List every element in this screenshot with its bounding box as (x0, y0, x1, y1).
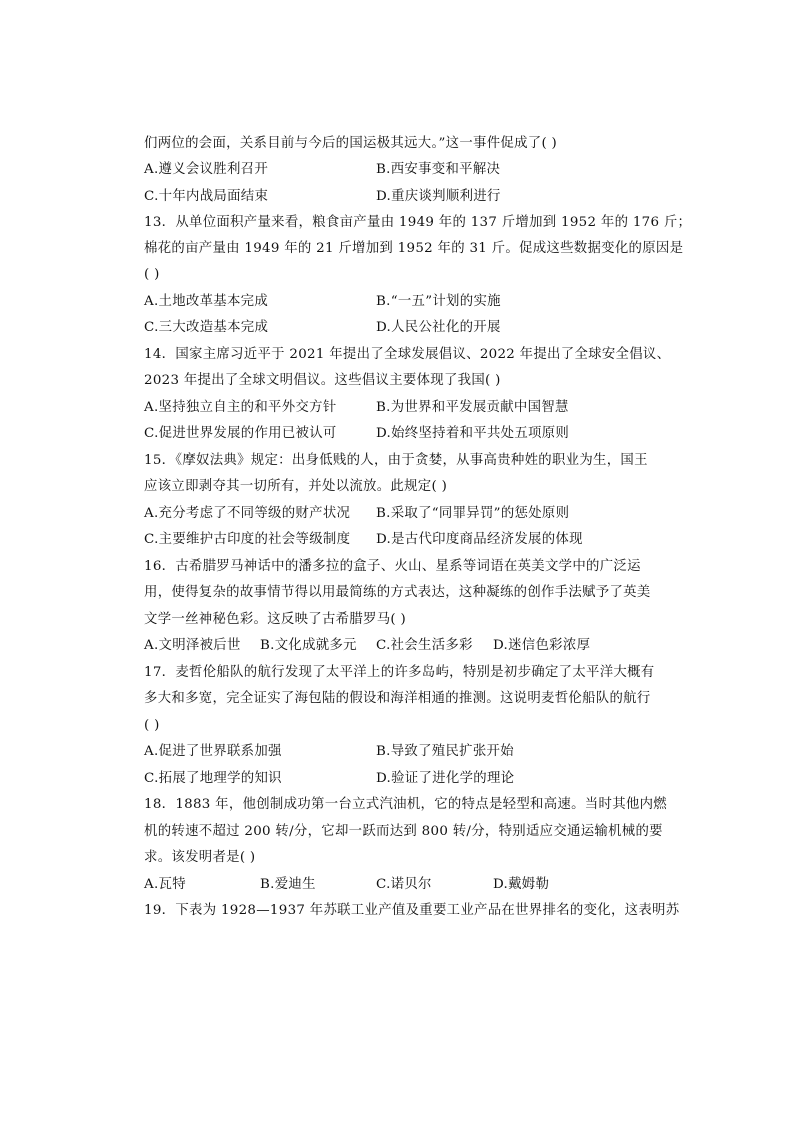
q19-stem-line-1: 19．下表为 1928—1937 年苏联工业产值及重要工业产品在世界排名的变化，这表明苏 (144, 903, 680, 918)
q14-stem-line-1: 14．国家主席习近平于 2021 年提出了全球发展倡议、2022 年提出了全球安全倡议、 (144, 347, 671, 362)
q13-option-b: B.“一五”计划的实施 (376, 294, 501, 309)
q14-option-b: B.为世界和平发展贡献中国智慧 (376, 400, 569, 415)
q12-option-d: D.重庆谈判顺利进行 (376, 189, 501, 204)
q14-option-d: D.始终坚持着和平共处五项原则 (376, 426, 570, 441)
q15-stem-line-2: 应该立即剥夺其一切所有，并处以流放。此规定( ) (144, 479, 448, 494)
q13-option-c: C.三大改造基本完成 (144, 320, 269, 335)
q18-stem-line-2: 机的转速不超过 200 转/分，它却一跃而达到 800 转/分，特别适应交通运输机械的要 (144, 824, 663, 839)
q16-stem-line-1: 16．古希腊罗马神话中的潘多拉的盒子、火山、星系等词语在英美文学中的广泛运 (144, 559, 641, 574)
q14-option-a: A.坚持独立自主的和平外交方针 (144, 400, 337, 415)
q14-stem-line-2: 2023 年提出了全球文明倡议。这些倡议主要体现了我国( ) (144, 373, 501, 388)
q17-stem-line-2: 多大和多宽，完全证实了海包陆的假设和海洋相通的推测。这说明麦哲伦船队的航行 (144, 691, 651, 706)
q17-stem-line-1: 17．麦哲伦船队的航行发现了太平洋上的许多岛屿，特别是初步确定了太平洋大概有 (144, 665, 655, 680)
q15-option-c: C.主要维护古印度的社会等级制度 (144, 532, 351, 547)
q14-option-c: C.促进世界发展的作用已被认可 (144, 426, 337, 441)
q15-option-d: D.是古代印度商品经济发展的体现 (376, 532, 583, 547)
q16-option-d: D.迷信色彩浓厚 (493, 638, 591, 653)
q15-option-b: B.采取了“同罪异罚”的惩处原则 (376, 506, 570, 521)
q18-option-a: A.瓦特 (144, 877, 186, 892)
q13-stem-line-3: ( ) (144, 267, 160, 282)
q16-option-c: C.社会生活多彩 (376, 638, 473, 653)
q18-option-c: C.诺贝尔 (376, 877, 432, 892)
q16-option-a: A.文明泽被后世 (144, 638, 241, 653)
q18-stem-line-3: 求。该发明者是( ) (144, 850, 256, 865)
q15-stem-line-1: 15．《摩奴法典》规定：出身低贱的人，由于贪婪，从事高贵种姓的职业为生，国王 (144, 453, 648, 468)
q12-stem-line: 们两位的会面，关系目前与今后的国运极其远大。”这一事件促成了( ) (144, 136, 558, 151)
q18-option-b: B.爱迪生 (260, 877, 316, 892)
q16-stem-line-2: 用，使得复杂的故事情节得以用最简练的方式表达，这种凝练的创作手法赋予了英美 (144, 585, 651, 600)
q12-option-b: B.西安事变和平解决 (376, 162, 501, 177)
q17-option-a: A.促进了世界联系加强 (144, 744, 282, 759)
q13-stem-line-1: 13．从单位面积产量来看，粮食亩产量由 1949 年的 137 斤增加到 1952 年的 176 斤； (144, 215, 692, 230)
q18-stem-line-1: 18．1883 年，他创制成功第一台立式汽油机，它的特点是轻型和高速。当时其他内燃 (144, 797, 667, 812)
q13-option-a: A.土地改革基本完成 (144, 294, 269, 309)
q12-option-a: A.遵义会议胜利召开 (144, 162, 269, 177)
q16-option-b: B.文化成就多元 (260, 638, 357, 653)
q17-option-b: B.导致了殖民扩张开始 (376, 744, 514, 759)
q12-option-c: C.十年内战局面结束 (144, 189, 269, 204)
q15-option-a: A.充分考虑了不同等级的财产状况 (144, 506, 351, 521)
q13-option-d: D.人民公社化的开展 (376, 320, 501, 335)
q13-stem-line-2: 棉花的亩产量由 1949 年的 21 斤增加到 1952 年的 31 斤。促成这些数据变化的原因是 (144, 241, 684, 256)
q17-option-c: C.拓展了地理学的知识 (144, 771, 282, 786)
q17-stem-line-3: ( ) (144, 718, 160, 733)
q17-option-d: D.验证了进化学的理论 (376, 771, 515, 786)
q18-option-d: D.戴姆勒 (493, 877, 550, 892)
q16-stem-line-3: 文学一丝神秘色彩。这反映了古希腊罗马( ) (144, 612, 407, 627)
